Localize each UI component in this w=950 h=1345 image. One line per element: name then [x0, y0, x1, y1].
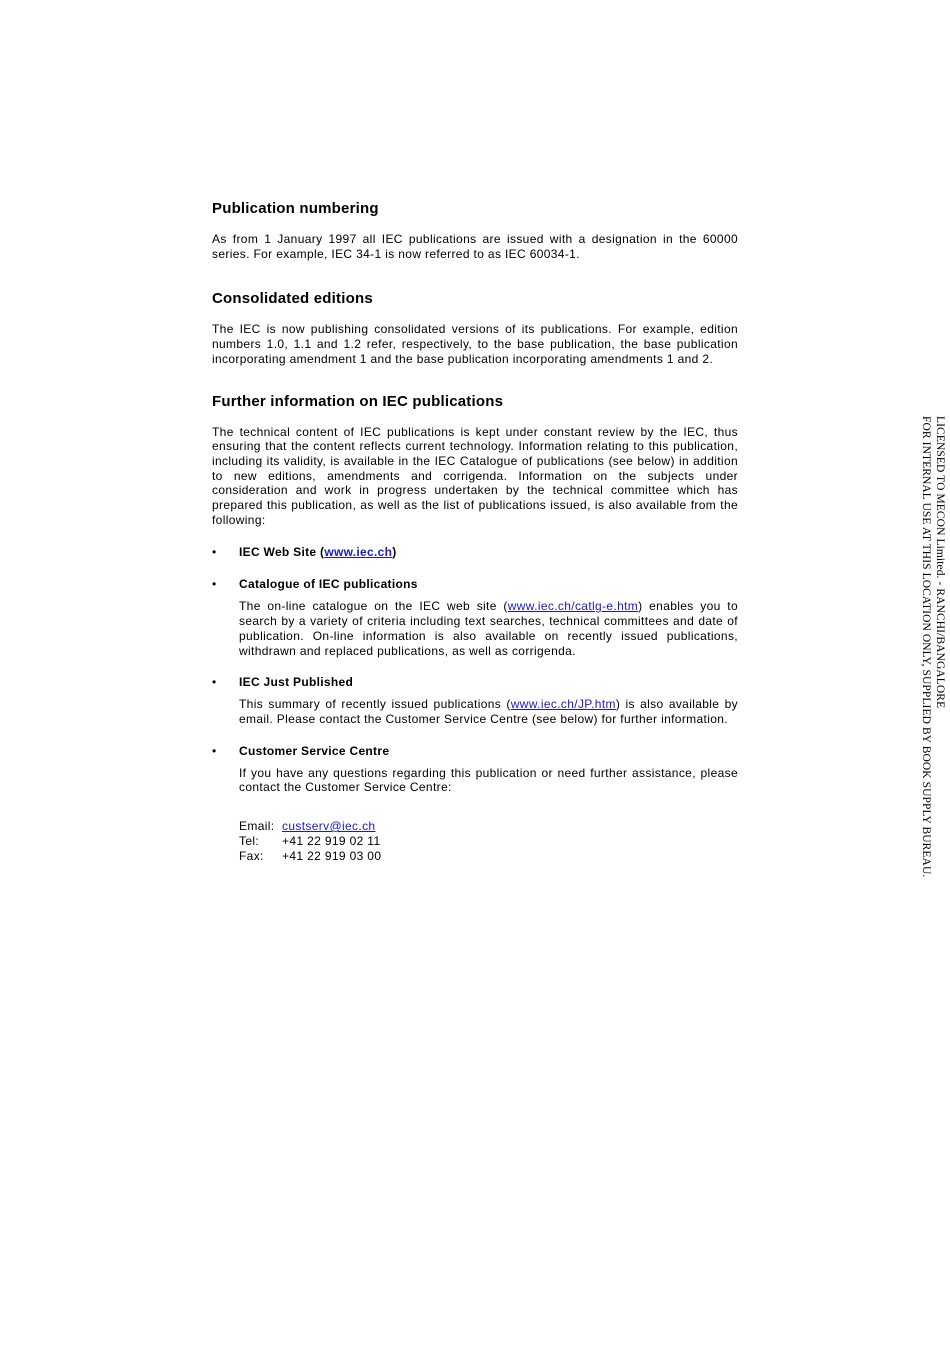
tel-label: Tel: [239, 834, 260, 849]
heading-consolidated-editions: Consolidated editions [212, 290, 373, 308]
catalogue-link[interactable]: www.iec.ch/catlg-e.htm [507, 599, 639, 614]
tel-value: +41 22 919 02 11 [282, 834, 381, 849]
fax-label: Fax: [239, 849, 264, 864]
email-label: Email: [239, 819, 275, 834]
license-notice-line-2: FOR INTERNAL USE AT THIS LOCATION ONLY, SUPPLIED BY BOOK SUPPLY BUREAU. [920, 416, 932, 878]
bullet-title-web-site: IEC Web Site (www.iec.ch) [239, 545, 397, 560]
just-published-link[interactable]: www.iec.ch/JP.htm [510, 697, 616, 712]
iec-website-link[interactable]: www.iec.ch [324, 545, 393, 560]
paragraph-publication-numbering: As from 1 January 1997 all IEC publications are issued with a designation in the 60000 series. For example, IEC 34-1 is now referred to as IEC 60034-1. [212, 232, 738, 261]
bullet-icon: • [212, 743, 217, 758]
license-notice [917, 416, 947, 936]
bullet-icon: • [212, 675, 217, 690]
paragraph-customer-service: If you have any questions regarding this publication or need further assistance, please contact the Customer Service Centre: [239, 765, 738, 795]
email-link[interactable]: custserv@iec.ch [282, 819, 376, 834]
bullet-catalogue [212, 577, 738, 658]
bullet-title-just-published: IEC Just Published [239, 675, 354, 690]
document-body [212, 199, 738, 864]
bullet-customer-service [212, 744, 738, 864]
bullet-icon: • [212, 545, 217, 560]
contact-email-row [239, 819, 738, 834]
paragraph-just-published: This summary of recently issued publications (www.iec.ch/JP.htm) is also available by email. Please contact the Customer Service Centre (see below) for further information. [239, 697, 738, 726]
contact-fax-row [239, 849, 738, 864]
license-notice-line-1: LICENSED TO MECON Limited. - RANCHI/BANGALORE [934, 416, 946, 709]
paragraph-further-information: The technical content of IEC publications is kept under constant review by the IEC, thus ensuring that the content reflects current technology. Information relating to this publication, including its validity, is available in the IEC Catalogue of publications (see below) in addition to new editions, amendments and corrigenda. Information on the subjects under consideration and work in progress undertaken by the technical committee which has prepared this publication, as well as the list of publications issued, is also available from the following: [212, 424, 738, 527]
paragraph-catalogue: The on-line catalogue on the IEC web site (www.iec.ch/catlg-e.htm) enables you to search by a variety of criteria including text searches, technical committees and date of publication. On-line information is also available on recently issued publications, withdrawn and replaced publications, as well as corrigenda. [239, 599, 738, 658]
bullet-just-published [212, 675, 738, 726]
paragraph-consolidated-editions: The IEC is now publishing consolidated versions of its publications. For example, edition numbers 1.0, 1.1 and 1.2 refer, respectively, to the base publication, the base publication incorporating amendment 1 and the base publication incorporating amendments 1 and 2. [212, 322, 738, 366]
bullet-title-catalogue: Catalogue of IEC publications [239, 577, 418, 592]
contact-tel-row [239, 834, 738, 849]
heading-further-information: Further information on IEC publications [212, 392, 504, 410]
bullet-title-customer-service: Customer Service Centre [239, 743, 390, 758]
contact-block [239, 819, 738, 864]
heading-publication-numbering: Publication numbering [212, 200, 379, 217]
fax-value: +41 22 919 03 00 [282, 849, 382, 864]
bullet-web-site [212, 545, 738, 560]
bullet-icon: • [212, 577, 217, 592]
